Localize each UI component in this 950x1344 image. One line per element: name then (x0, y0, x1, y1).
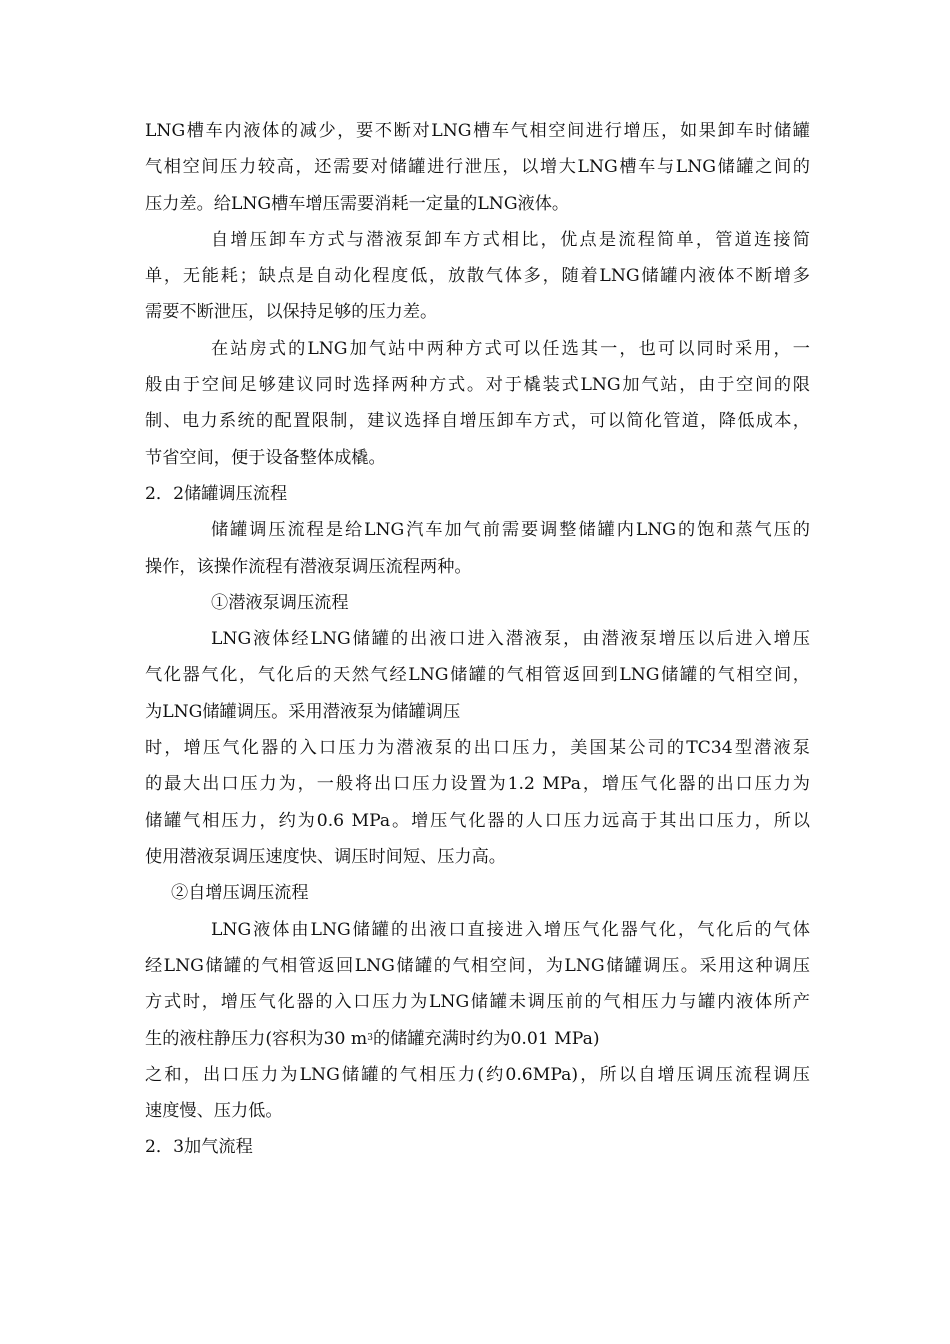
paragraph-line: 经LNG储罐的气相管返回LNG储罐的气相空间，为LNG储罐调压。采用这种调压 (145, 955, 810, 976)
superscript-3: 3 (367, 1033, 373, 1044)
subsection-heading: ①潜液泵调压流程 (211, 592, 349, 613)
subsection-heading: ②自增压调压流程 (171, 883, 309, 904)
paragraph-line: 储罐气相压力，约为0.6 MPa。增压气化器的人口压力远高于其出口压力，所以 (145, 810, 810, 831)
paragraph-text: 生的液柱静压力(容积为30 m (145, 1029, 368, 1050)
paragraph-line: 自增压卸车方式与潜液泵卸车方式相比，优点是流程简单，管道连接简 (211, 229, 810, 250)
paragraph-line (145, 1020, 810, 1056)
document-body (145, 113, 810, 1166)
section-heading: 2．2储罐调压流程 (145, 483, 288, 504)
paragraph-line: 需要不断泄压，以保持足够的压力差。 (145, 302, 438, 323)
paragraph-line: 方式时，增压气化器的入口压力为LNG储罐未调压前的气相压力与罐内液体所产 (145, 992, 810, 1013)
paragraph-line: 为LNG储罐调压。采用潜液泵为储罐调压 (145, 701, 461, 722)
paragraph-line: 节省空间，便于设备整体成橇。 (145, 447, 386, 468)
paragraph-text: 的储罐充满时约为0.01 MPa) (372, 1029, 600, 1050)
paragraph-line: 气相空间压力较高，还需要对储罐进行泄压，以增大LNG槽车与LNG储罐之间的 (145, 157, 810, 178)
section-heading: 2．3加气流程 (145, 1137, 253, 1158)
paragraph-line: 使用潜液泵调压速度快、调压时间短、压力高。 (145, 846, 506, 867)
paragraph-line: 制、电力系统的配置限制，建议选择自增压卸车方式，可以简化管道，降低成本， (145, 411, 810, 432)
paragraph-line: 时，增压气化器的入口压力为潜液泵的出口压力，美国某公司的TC34型潜液泵 (145, 738, 810, 759)
paragraph-line: 般由于空间足够建议同时选择两种方式。对于橇装式LNG加气站，由于空间的限 (145, 375, 810, 396)
paragraph-line: LNG液体经LNG储罐的出液口进入潜液泵，由潜液泵增压以后进入增压 (211, 629, 810, 650)
paragraph-line: 的最大出口压力为，一般将出口压力设置为1.2 MPa，增压气化器的出口压力为 (145, 774, 810, 795)
paragraph-line: 储罐调压流程是给LNG汽车加气前需要调整储罐内LNG的饱和蒸气压的 (211, 520, 810, 541)
paragraph-line: 压力差。给LNG槽车增压需要消耗一定量的LNG液体。 (145, 193, 570, 214)
paragraph-line: 在站房式的LNG加气站中两种方式可以任选其一，也可以同时采用，一 (211, 338, 810, 359)
paragraph-line: LNG槽车内液体的减少，要不断对LNG槽车气相空间进行增压，如果卸车时储罐 (145, 121, 810, 141)
paragraph-line: 气化器气化，气化后的天然气经LNG储罐的气相管返回到LNG储罐的气相空间， (145, 665, 810, 686)
paragraph-line: LNG液体由LNG储罐的出液口直接进入增压气化器气化，气化后的气体 (211, 919, 810, 940)
paragraph-line: 单，无能耗；缺点是自动化程度低，放散气体多，随着LNG储罐内液体不断增多 (145, 266, 810, 287)
paragraph-line: 速度慢、压力低。 (145, 1101, 283, 1122)
paragraph-line: 之和，出口压力为LNG储罐的气相压力(约0.6MPa)，所以自增压调压流程调压 (145, 1064, 810, 1085)
paragraph-line: 操作，该操作流程有潜液泵调压流程两种。 (145, 556, 472, 577)
